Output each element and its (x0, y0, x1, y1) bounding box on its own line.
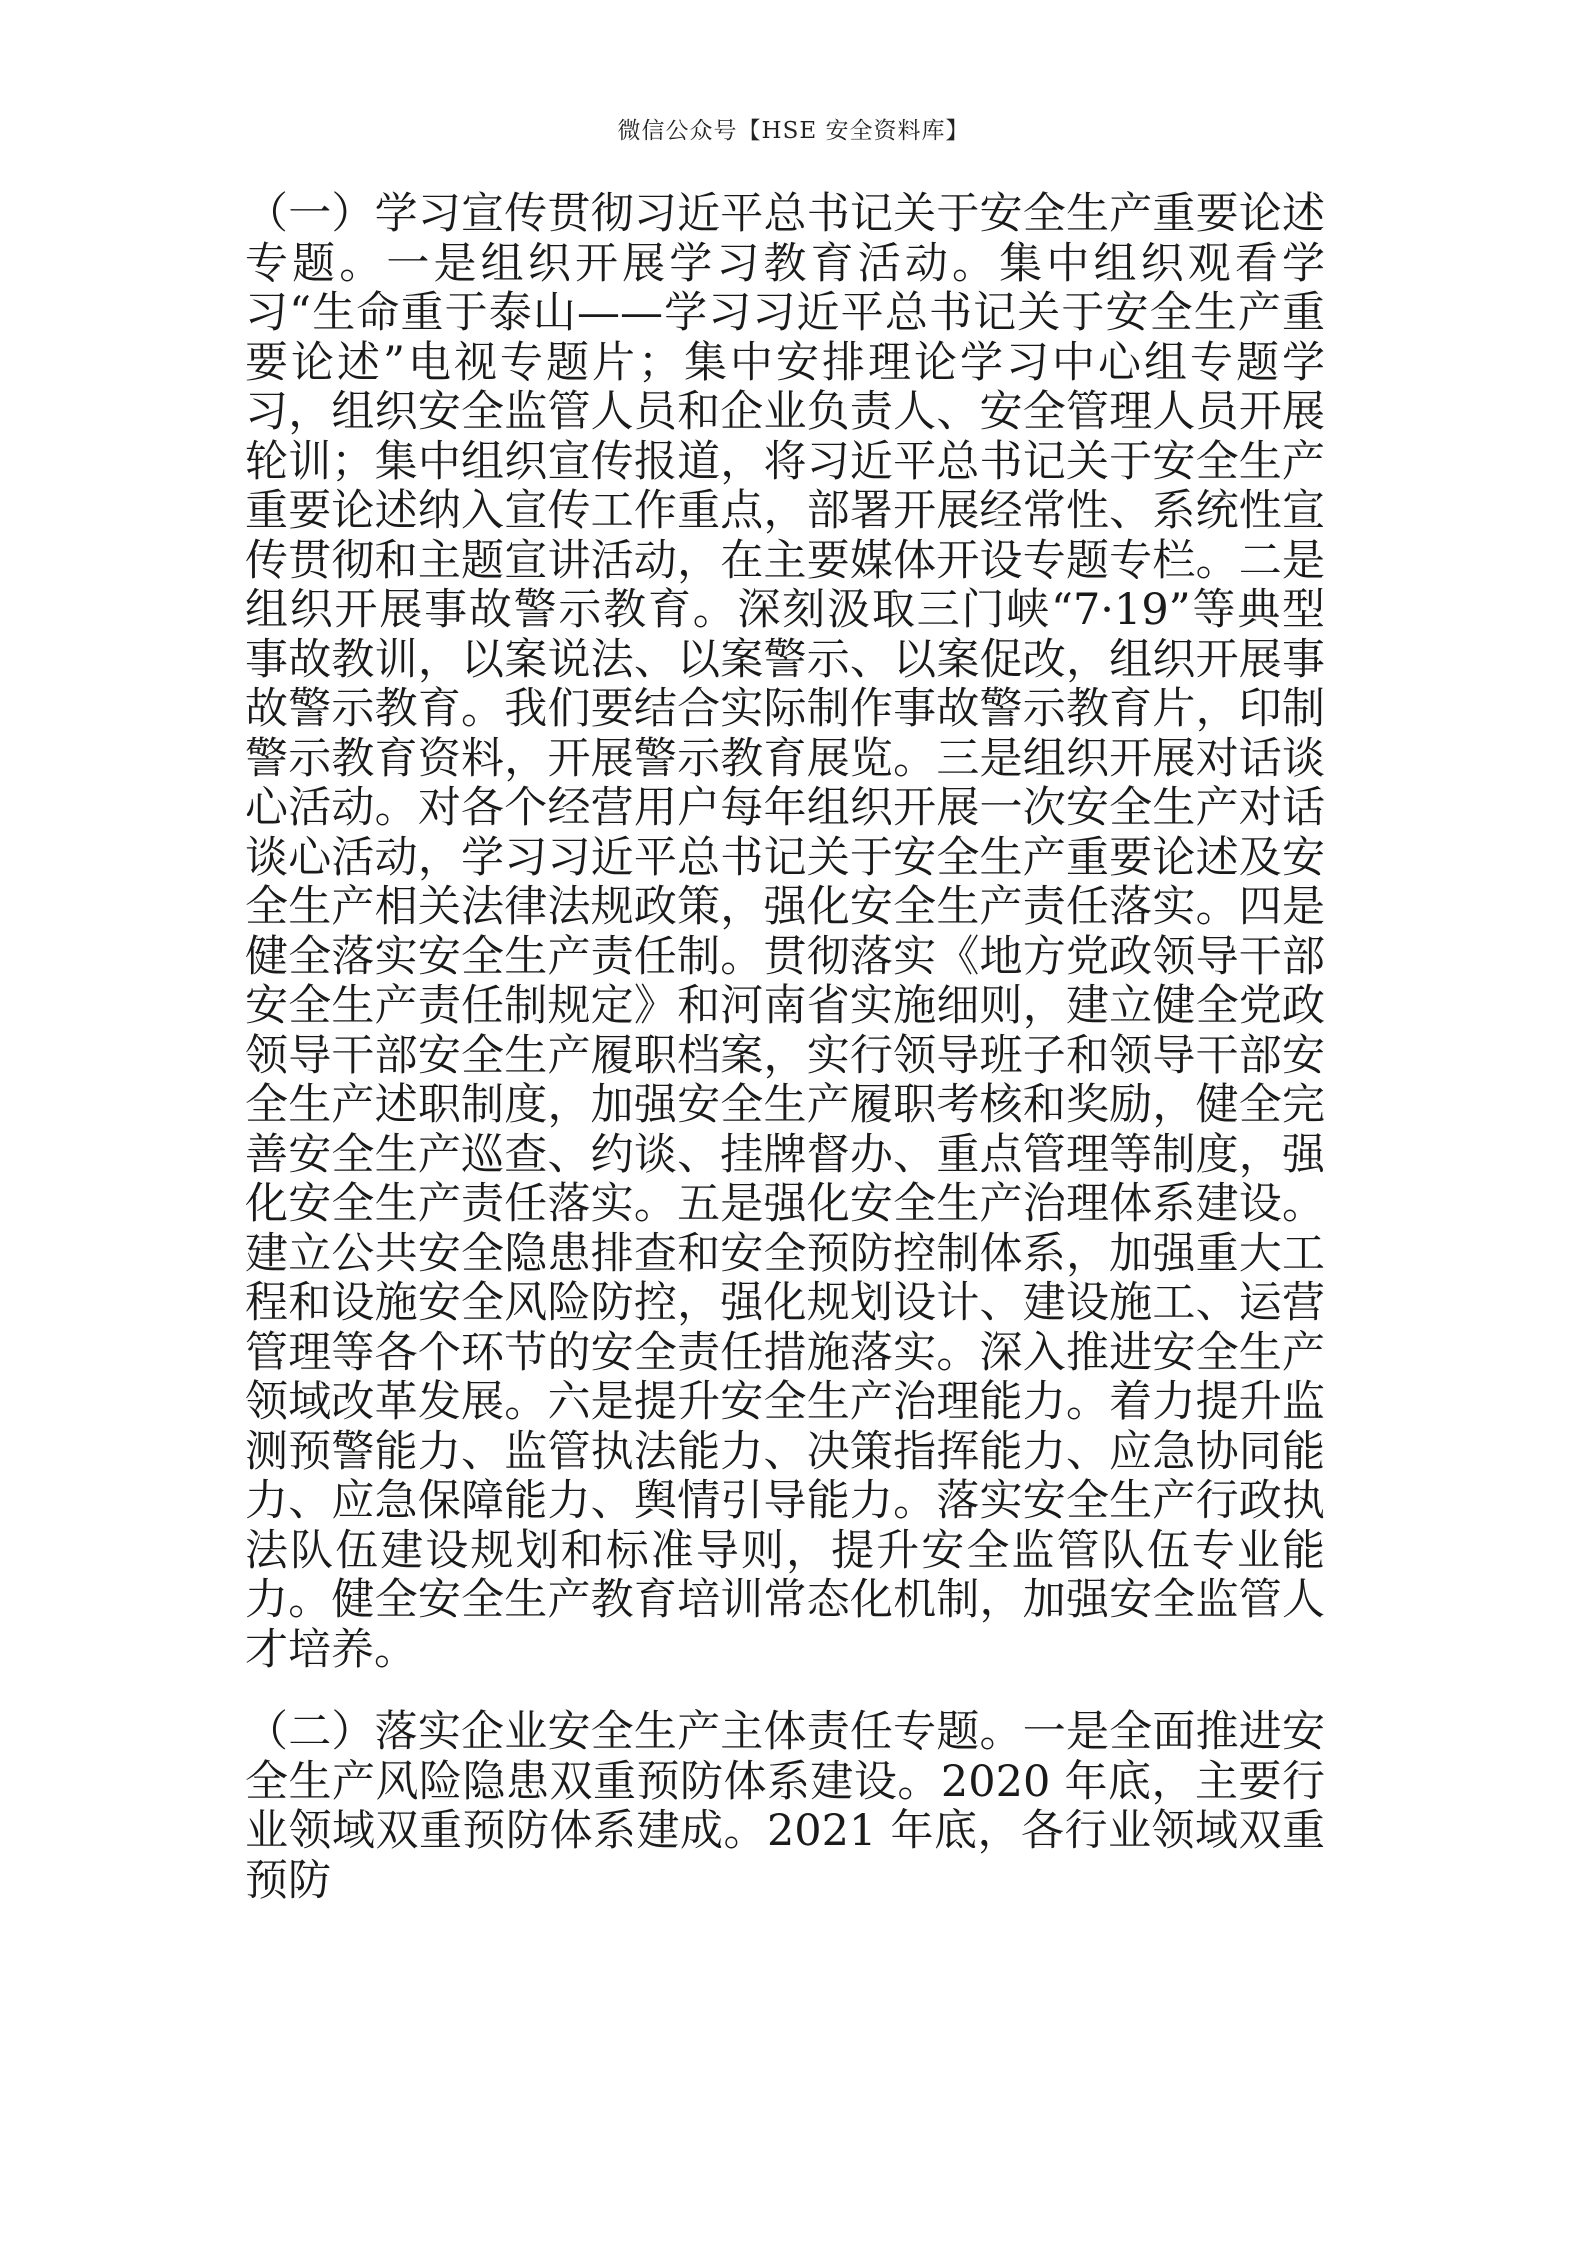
document-body (245, 190, 1325, 1906)
paragraph-topic-two: （二）落实企业安全生产主体责任专题。一是全面推进安全生产风险隐患双重预防体系建设。2020 年底，主要行业领域双重预防体系建成。2021 年底，各行业领域双重预防 (245, 1707, 1325, 1906)
paragraph-topic-one: （一）学习宣传贯彻习近平总书记关于安全生产重要论述专题。一是组织开展学习教育活动。集中组织观看学习“生命重于泰山——学习习近平总书记关于安全生产重要论述”电视专题片；集中安排理论学习中心组专题学习，组织安全监管人员和企业负责人、安全管理人员开展轮训；集中组织宣传报道，将习近平总书记关于安全生产重要论述纳入宣传工作重点，部署开展经常性、系统性宣传贯彻和主题宣讲活动，在主要媒体开设专题专栏。二是组织开展事故警示教育。深刻汲取三门峡“7·19”等典型事故教训，以案说法、以案警示、以案促改，组织开展事故警示教育。我们要结合实际制作事故警示教育片，印制警示教育资料，开展警示教育展览。三是组织开展对话谈心活动。对各个经营用户每年组织开展一次安全生产对话谈心活动，学习习近平总书记关于安全生产重要论述及安全生产相关法律法规政策，强化安全生产责任落实。四是健全落实安全生产责任制。贯彻落实《地方党政领导干部安全生产责任制规定》和河南省实施细则，建立健全党政领导干部安全生产履职档案，实行领导班子和领导干部安全生产述职制度，加强安全生产履职考核和奖励，健全完善安全生产巡查、约谈、挂牌督办、重点管理等制度，强化安全生产责任落实。五是强化安全生产治理体系建设。建立公共安全隐患排查和安全预防控制体系，加强重大工程和设施安全风险防控，强化规划设计、建设施工、运营管理等各个环节的安全责任措施落实。深入推进安全生产领域改革发展。六是提升安全生产治理能力。着力提升监测预警能力、监管执法能力、决策指挥能力、应急协同能力、应急保障能力、舆情引导能力。落实安全生产行政执法队伍建设规划和标准导则，提升安全监管队伍专业能力。健全安全生产教育培训常态化机制，加强安全监管人才培养。 (245, 189, 1325, 1675)
page-header: 微信公众号【HSE 安全资料库】 (617, 118, 970, 144)
